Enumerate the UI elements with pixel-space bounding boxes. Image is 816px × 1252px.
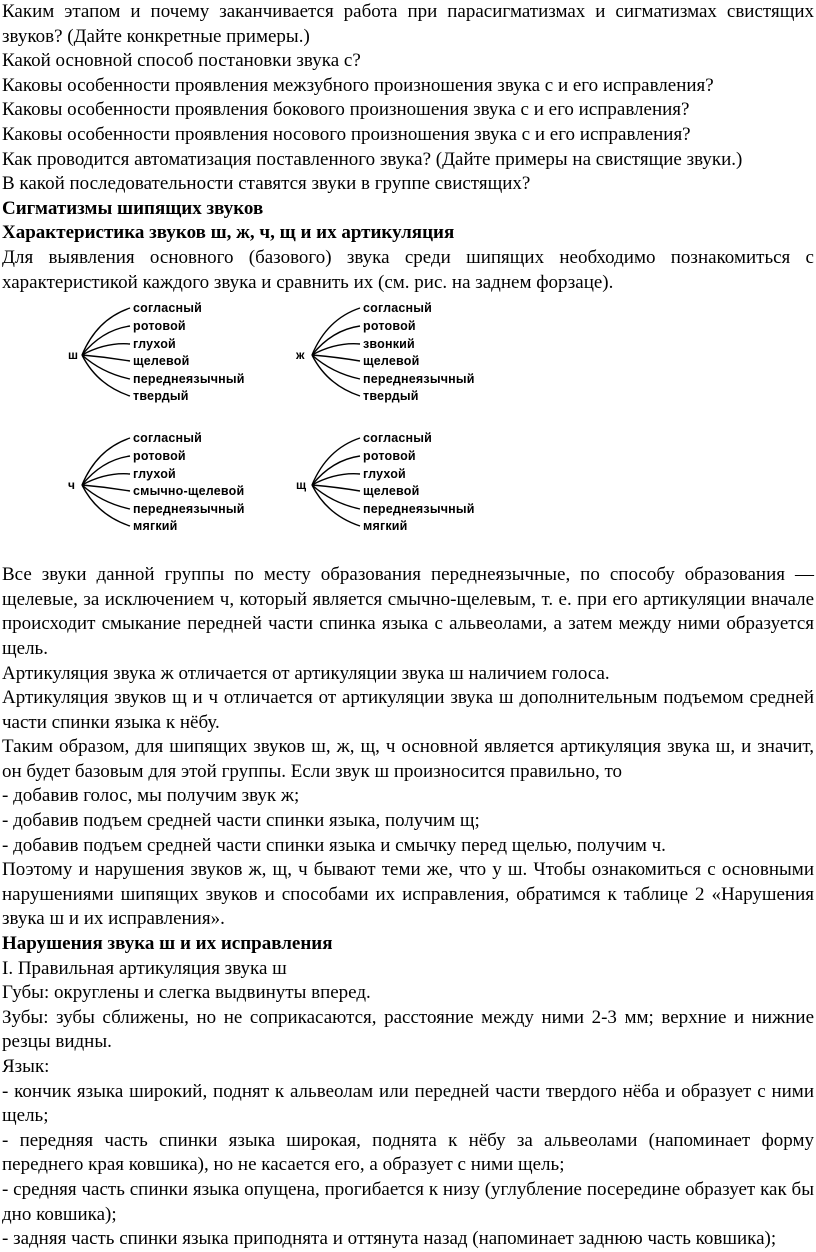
list-item: - добавив голос, мы получим звук ж; — [2, 785, 300, 807]
diagram-lines — [2, 295, 814, 563]
question-paragraph: Каковы особенности проявления межзубного произношения звука с и его исправления? — [2, 74, 714, 96]
question-paragraph: Каковы особенности проявления бокового произношения звука с и его исправления? — [2, 99, 690, 121]
sound-characteristics-diagram — [2, 295, 814, 563]
section-heading: Нарушения звука ш и их исправления — [2, 933, 333, 955]
body-paragraph: Губы: округлены и слегка выдвинуты вперед. — [2, 982, 371, 1004]
feature-label: твердый — [133, 389, 189, 404]
intro-paragraph: Для выявления основного (базового) звука среди шипящих необходимо познакомиться с характеристикой каждого звука и сравнить их (см. рис. на заднем форзаце). — [2, 246, 814, 293]
letter-sh: ш — [68, 348, 79, 363]
list-item: - средняя часть спинки языка опущена, прогибается к низу (углубление посередине образует как бы дно ковшика); — [2, 1178, 814, 1225]
question-paragraph: В какой последовательности ставятся звуки в группе свистящих? — [2, 173, 531, 195]
question-paragraph: Каким этапом и почему заканчивается работа при парасигматизмах и сигматизмах свистящих звуков? (Дайте конкретные примеры.) — [2, 1, 814, 47]
body-paragraph: Язык: — [2, 1056, 50, 1077]
letter-zh: ж — [296, 348, 305, 363]
feature-label: согласный — [133, 431, 203, 446]
body-paragraph: Поэтому и нарушения звуков ж, щ, ч бывают теми же, что у ш. Чтобы ознакомиться с основными нарушениями шипящих звуков и способами их исправления, обратимся к таблице 2 «Нарушения звука ш и их исправления». — [2, 859, 814, 930]
body-paragraph: Артикуляция звуков щ и ч отличается от артикуляции звука ш дополнительным подъемом средней части спинки языка к нёбу. — [2, 687, 814, 733]
feature-label: щелевой — [133, 354, 190, 369]
feature-label: звонкий — [363, 337, 415, 352]
body-paragraph: Зубы: зубы сближены, но не соприкасаются, расстояние между ними 2-3 мм; верхние и нижние резцы видны. — [2, 1006, 814, 1053]
feature-label: ротовой — [133, 319, 186, 334]
feature-label: глухой — [363, 467, 406, 482]
feature-label: переднеязычный — [133, 502, 245, 517]
feature-label: переднеязычный — [363, 372, 475, 387]
feature-label: согласный — [363, 301, 433, 316]
body-paragraph: I. Правильная артикуляция звука ш — [2, 957, 287, 979]
list-item: - добавив подъем средней части спинки языка и смычку перед щелью, получим ч. — [2, 834, 666, 856]
feature-label: щелевой — [363, 354, 420, 369]
list-item: - передняя часть спинки языка широкая, поднята к нёбу за альвеолами (напоминает форму переднего края ковшика), но не касается его, а образует с ними щель; — [2, 1129, 814, 1176]
body-paragraph: Таким образом, для шипящих звуков ш, ж, щ, ч основной является артикуляция звука ш, и значит, он будет базовым для этой группы. Если звук ш произносится правильно, то — [2, 736, 814, 782]
feature-label: ротовой — [363, 319, 416, 334]
feature-label: ротовой — [363, 449, 416, 464]
question-paragraph: Каковы особенности проявления носового произношения звука с и его исправления? — [2, 123, 691, 145]
feature-label: глухой — [133, 467, 176, 482]
feature-label: переднеязычный — [363, 502, 475, 517]
feature-label: твердый — [363, 389, 419, 404]
body-paragraph: Все звуки данной группы по месту образования переднеязычные, по способу образования — щелевые, за исключением ч, который является смычно-щелевым, т. е. при его артикуляции вначале происходит смыкание передней части спинка языка с альвеолами, а затем между ними образуется щель. — [2, 564, 814, 659]
feature-label: мягкий — [133, 519, 178, 534]
feature-label: ротовой — [133, 449, 186, 464]
feature-label: щелевой — [363, 484, 420, 499]
letter-shch: щ — [296, 478, 307, 493]
feature-label: согласный — [133, 301, 203, 316]
section-heading: Сигматизмы шипящих звуков — [2, 197, 264, 219]
question-paragraph: Какой основной способ постановки звука с? — [2, 50, 361, 72]
feature-label: глухой — [133, 337, 176, 352]
question-paragraph: Как проводится автоматизация поставленного звука? (Дайте примеры на свистящие звуки.) — [2, 148, 743, 170]
document-page — [2, 0, 814, 1252]
feature-label: переднеязычный — [133, 372, 245, 387]
list-item: - кончик языка широкий, поднят к альвеолам или передней части твердого нёба и образует с ними щель; — [2, 1080, 814, 1127]
subsection-heading: Характеристика звуков ш, ж, ч, щ и их артикуляция — [2, 222, 455, 244]
feature-label: согласный — [363, 431, 433, 446]
feature-label: мягкий — [363, 519, 408, 534]
feature-label: смычно-щелевой — [133, 484, 245, 499]
list-item: - задняя часть спинки языка приподнята и оттянута назад (напоминает заднюю часть ковшика); — [2, 1228, 777, 1250]
letter-ch: ч — [68, 478, 75, 493]
body-paragraph: Артикуляция звука ж отличается от артикуляции звука ш наличием голоса. — [2, 662, 610, 684]
list-item: - добавив подъем средней части спинки языка, получим щ; — [2, 810, 480, 832]
